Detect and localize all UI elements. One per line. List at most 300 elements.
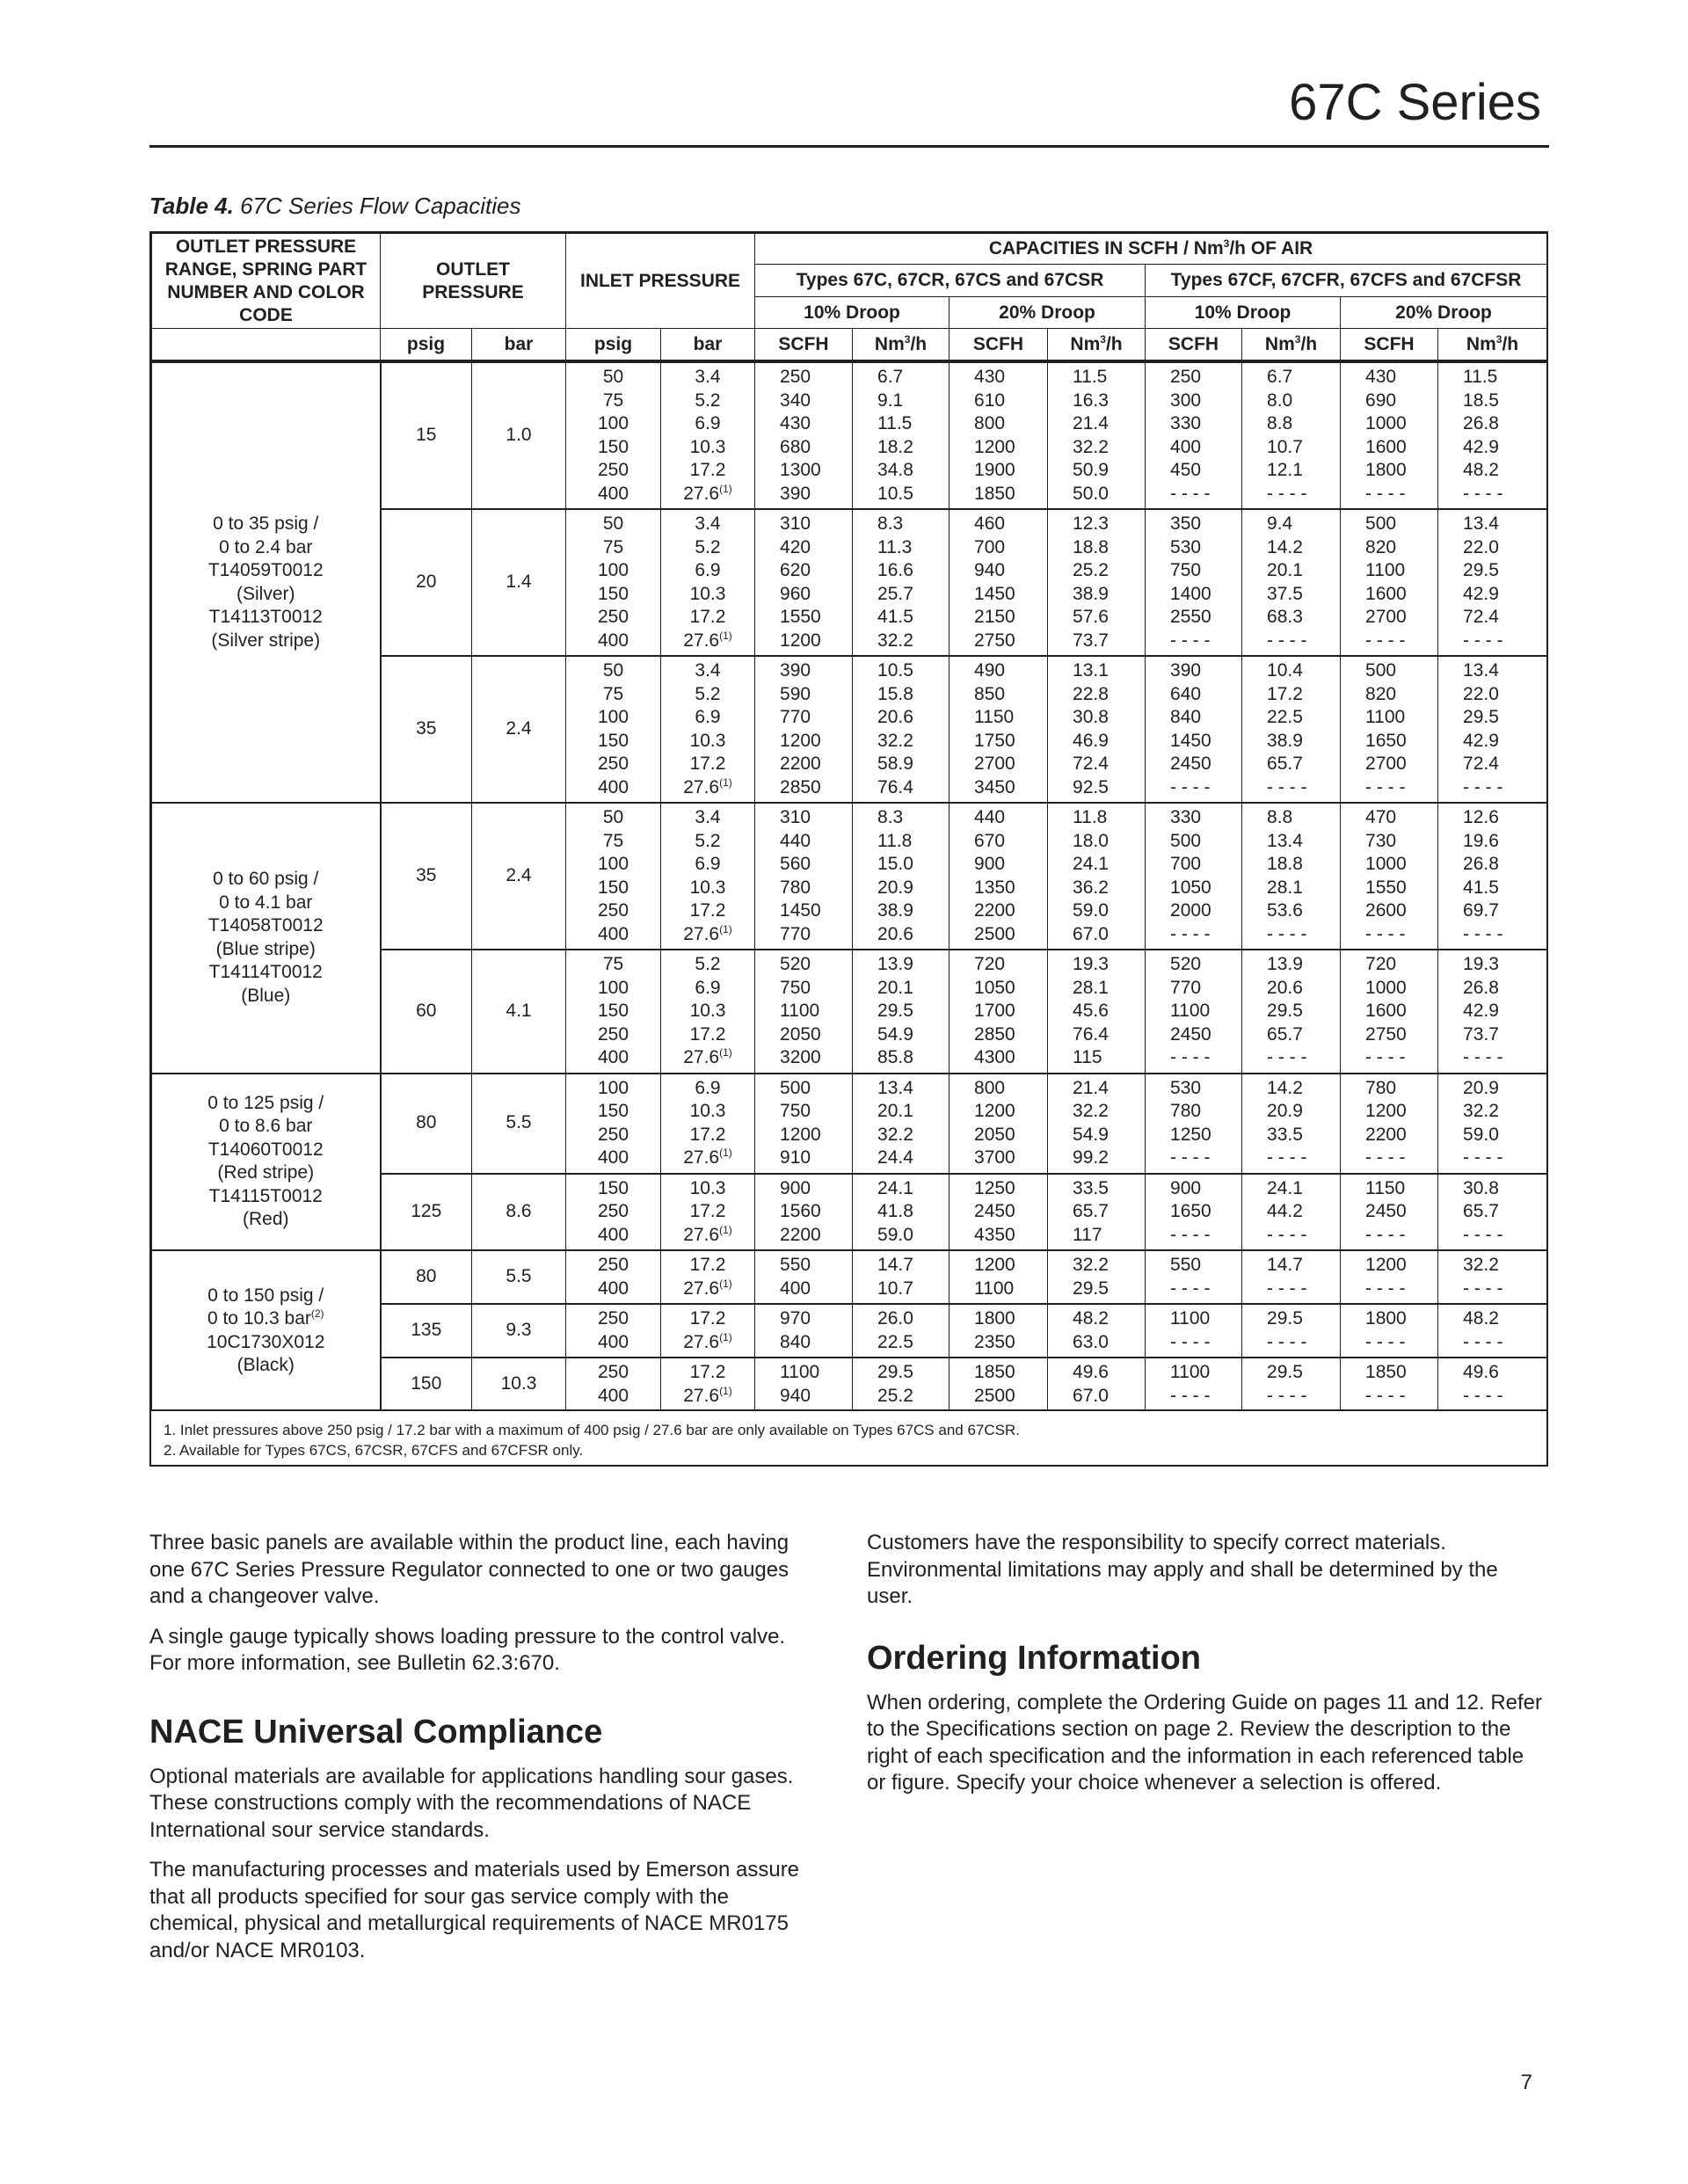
cell-value: 900	[1170, 1177, 1202, 1198]
cell-value: 49.6	[1073, 1362, 1109, 1382]
cell-value: T14060T0012	[207, 1139, 324, 1160]
cell-value: 65.7	[1267, 753, 1303, 774]
cell-value: 2450	[1170, 1023, 1211, 1045]
series-title: 67C Series	[1289, 74, 1541, 131]
cell-value: 1800	[974, 1308, 1015, 1329]
outlet-psig-cell: 15	[381, 361, 472, 509]
cell-value: 58.9	[877, 753, 913, 774]
pressure-range-spring-cell	[152, 803, 381, 1074]
cell-value: 32.2	[1073, 436, 1109, 457]
outlet-bar-cell: 1.0	[472, 361, 566, 509]
capacity-cell	[950, 1074, 1048, 1174]
cell-value: 400	[597, 483, 629, 504]
cell-value: 8.3	[877, 807, 904, 827]
capacity-cell	[950, 950, 1048, 1074]
cell-value: (Silver stripe)	[211, 630, 321, 651]
cell-value: 13.1	[1073, 660, 1109, 681]
outlet-psig-cell: 135	[381, 1304, 472, 1358]
cell-value: 800	[974, 1077, 1006, 1098]
outlet-bar-cell: 1.4	[472, 509, 566, 656]
cell-value: 11.5	[1463, 367, 1498, 387]
cell-value: 20.6	[877, 707, 913, 727]
cell-value: 22.0	[1463, 536, 1499, 557]
cell-value: 250	[597, 1308, 629, 1329]
cell-value: 13.4	[1463, 660, 1499, 681]
cell-value: 6.9	[695, 854, 721, 874]
cell-value: 1400	[1170, 583, 1211, 604]
cell-value: 5.2	[695, 389, 721, 411]
capacity-cell	[1242, 1074, 1341, 1174]
cell-value: 17.2	[689, 1255, 726, 1275]
cell-value: 50.0	[1073, 483, 1109, 504]
cell-value: 33.5	[1267, 1124, 1303, 1145]
cell-value: - - - -	[1463, 1331, 1503, 1352]
outlet-bar-cell: 5.5	[472, 1074, 566, 1174]
cell-value: 2450	[1170, 753, 1211, 774]
cell-value: 27.6$^{(1)}$	[683, 1330, 732, 1352]
cell-value: 0 to 8.6 bar	[219, 1116, 313, 1137]
capacity-cell	[1048, 1074, 1146, 1174]
cell-value: 50	[602, 660, 624, 681]
inlet-bar-cell	[661, 656, 755, 803]
cell-value: 150	[597, 1177, 629, 1198]
cell-value: 1800	[1365, 1308, 1407, 1329]
cell-value: 780	[1170, 1101, 1202, 1121]
cell-value: 10.3	[689, 730, 726, 751]
cell-value: 0 to 125 psig /	[207, 1092, 324, 1113]
cell-value: 970	[780, 1308, 811, 1329]
cell-value: 2200	[780, 753, 821, 774]
cell-value: 2850	[780, 776, 821, 797]
cell-value: 75	[602, 389, 624, 411]
cell-value: 720	[1365, 954, 1397, 974]
cell-value: 8.8	[1267, 807, 1293, 827]
cell-value: - - - -	[1267, 630, 1307, 651]
cell-value: - - - -	[1365, 630, 1406, 651]
types-a-header: Types 67C, 67CR, 67CS and 67CSR	[755, 265, 1146, 297]
cell-value: 3.4	[695, 660, 721, 681]
cell-value: 26.0	[877, 1308, 913, 1329]
cell-value: 21.4	[1073, 413, 1109, 433]
outlet-psig-cell: 80	[381, 1250, 472, 1304]
cell-value: 117	[1073, 1224, 1102, 1245]
cell-value: 20.9	[877, 877, 913, 898]
cell-value: 28.1	[1073, 977, 1109, 998]
flow-capacities-table-frame	[149, 231, 1548, 1467]
cell-value: 13.4	[1267, 830, 1303, 851]
pressure-range-spring-cell	[152, 361, 381, 803]
cell-value: 30.8	[1463, 1177, 1499, 1198]
cell-value: 54.9	[1073, 1124, 1109, 1145]
cell-value: 150	[597, 1001, 629, 1021]
ordering-heading: Ordering Information	[867, 1639, 1201, 1677]
capacity-cell	[755, 1174, 853, 1251]
cell-value: 6.9	[695, 977, 721, 998]
capacity-cell	[1048, 509, 1146, 656]
cell-value: 38.9	[1073, 583, 1109, 604]
cell-value: 65.7	[1073, 1201, 1109, 1221]
cell-value: 2500	[974, 1385, 1015, 1406]
cell-value: 2150	[974, 607, 1015, 627]
types-b-header: Types 67CF, 67CFR, 67CFS and 67CFSR	[1146, 265, 1547, 297]
capacity-cell	[950, 1304, 1048, 1358]
cell-value: - - - -	[1170, 1147, 1211, 1168]
cell-value: 13.9	[1267, 954, 1303, 974]
outlet-psig-cell: 60	[381, 950, 472, 1074]
cell-value: 18.8	[1073, 536, 1109, 557]
cell-value: 100	[597, 413, 629, 433]
cell-value: 20.9	[1463, 1077, 1499, 1098]
capacity-cell	[853, 1250, 950, 1304]
cell-value: 2050	[974, 1124, 1015, 1145]
capacity-cell	[853, 1304, 950, 1358]
cell-value: 530	[1170, 536, 1202, 557]
cell-value: 940	[974, 560, 1006, 580]
cell-value: 390	[780, 660, 811, 681]
cell-value: 29.5	[1073, 1278, 1109, 1299]
cell-value: 59.0	[1073, 900, 1109, 921]
cell-value: 19.6	[1463, 830, 1499, 851]
cell-value: 2000	[1170, 900, 1211, 921]
cell-value: 770	[1170, 977, 1202, 998]
cell-value: 18.2	[877, 436, 913, 457]
cell-value: 1050	[1170, 877, 1211, 898]
cell-value: 38.9	[877, 900, 913, 921]
cell-value: 0 to 60 psig /	[213, 869, 319, 890]
cell-value: (Red)	[242, 1209, 289, 1230]
cell-value: - - - -	[1463, 483, 1503, 504]
cell-value: 0 to 150 psig /	[207, 1285, 324, 1306]
capacity-cell	[950, 1358, 1048, 1411]
table-row	[152, 361, 1547, 509]
cell-value: 29.5	[1267, 1001, 1303, 1021]
cell-value: 38.9	[1267, 730, 1303, 751]
cell-value: 8.8	[1267, 413, 1293, 433]
capacity-cell	[1438, 1358, 1547, 1411]
cell-value: 780	[1365, 1077, 1397, 1098]
cell-value: 32.2	[1073, 1255, 1109, 1275]
inlet-bar-cell	[661, 803, 755, 950]
cell-value: 22.8	[1073, 683, 1109, 704]
cell-value: 1850	[974, 483, 1015, 504]
cell-value: 45.6	[1073, 1001, 1109, 1021]
cell-value: 17.2	[689, 460, 726, 480]
capacity-cell	[1048, 1250, 1146, 1304]
cell-value: 840	[780, 1331, 811, 1352]
cell-value: 400	[597, 630, 629, 651]
cell-value: 20.1	[877, 977, 913, 998]
cell-value: 12.1	[1267, 460, 1303, 480]
cell-value: 400	[597, 1331, 629, 1352]
header-rule	[149, 145, 1549, 148]
capacity-cell	[1438, 803, 1547, 950]
cell-value: - - - -	[1170, 630, 1211, 651]
cell-value: 115	[1073, 1047, 1102, 1067]
paragraph: A single gauge typically shows loading pressure to the control valve. For more information, see Bulletin 62.3:670.	[149, 1624, 786, 1675]
nm3h-unit: Nm$^3$/h	[1048, 329, 1146, 362]
inlet-psig-cell	[566, 803, 661, 950]
cell-value: 730	[1365, 830, 1397, 851]
inlet-bar-cell	[661, 1250, 755, 1304]
cell-value: 17.2	[689, 1124, 726, 1145]
cell-value: 49.6	[1463, 1362, 1499, 1382]
cell-value: 67.0	[1073, 1385, 1109, 1406]
capacity-cell	[1341, 950, 1438, 1074]
cell-value: 75	[602, 830, 624, 851]
cell-value: 1200	[780, 630, 821, 651]
cell-value: 250	[597, 460, 629, 480]
cell-value: 65.7	[1267, 1023, 1303, 1045]
cell-value: - - - -	[1365, 1385, 1406, 1406]
capacity-cell	[1146, 509, 1242, 656]
cell-value: 5.2	[695, 830, 721, 851]
cell-value: 150	[597, 1101, 629, 1121]
cell-value: 330	[1170, 807, 1202, 827]
capacity-cell	[950, 803, 1048, 950]
cell-value: 400	[597, 1385, 629, 1406]
cell-value: 750	[780, 977, 811, 998]
cell-value: 27.6$^{(1)}$	[683, 629, 732, 651]
cell-value: 750	[1170, 560, 1202, 580]
cell-value: 26.8	[1463, 854, 1499, 874]
cell-value: 24.4	[877, 1147, 913, 1168]
cell-value: 1600	[1365, 436, 1407, 457]
outlet-psig-cell: 35	[381, 803, 472, 950]
cell-value: 25.2	[877, 1385, 913, 1406]
cell-value: 1650	[1365, 730, 1407, 751]
cell-value: 1250	[1170, 1124, 1211, 1145]
paragraph: The manufacturing processes and materials used by Emerson assure that all products specified for sour gas service comply with the chemical, physical and metallurgical requirements of NACE MR0175 and/or NACE MR0103.	[149, 1858, 800, 1962]
cell-value: - - - -	[1170, 1278, 1211, 1299]
cell-value: - - - -	[1267, 1278, 1307, 1299]
cell-value: 6.7	[1267, 367, 1293, 387]
capacity-cell	[1242, 1304, 1341, 1358]
cell-value: 620	[780, 560, 811, 580]
cell-value: 400	[597, 1224, 629, 1245]
cell-value: 20.1	[1267, 560, 1303, 580]
cell-value: 560	[780, 854, 811, 874]
cell-value: 400	[597, 923, 629, 944]
cell-value: 42.9	[1463, 1001, 1499, 1021]
outlet-psig-cell: 80	[381, 1074, 472, 1174]
cell-value: 13.4	[877, 1077, 913, 1098]
cell-value: 11.5	[877, 413, 913, 433]
cell-value: 22.5	[877, 1331, 913, 1352]
cell-value: 2750	[974, 630, 1015, 651]
capacity-cell	[1146, 803, 1242, 950]
cell-value: 27.6$^{(1)}$	[683, 1384, 732, 1406]
cell-value: 42.9	[1463, 583, 1499, 604]
cell-value: 27.6$^{(1)}$	[683, 1147, 732, 1168]
capacity-cell	[755, 656, 853, 803]
cell-value: 470	[1365, 807, 1397, 827]
cell-value: 2450	[974, 1201, 1015, 1221]
inlet-psig-cell	[566, 1250, 661, 1304]
cell-value: 68.3	[1267, 607, 1303, 627]
cell-value: 3.4	[695, 807, 721, 827]
cell-value: 680	[780, 436, 811, 457]
cell-value: - - - -	[1267, 1047, 1307, 1067]
inlet-bar-cell	[661, 1074, 755, 1174]
cell-value: 1000	[1365, 977, 1407, 998]
cell-value: 67.0	[1073, 923, 1109, 944]
capacity-cell	[853, 1358, 950, 1411]
paragraph: Customers have the responsibility to specify correct materials. Environmental limitations may apply and shall be determined by the user.	[867, 1531, 1498, 1608]
cell-value: 53.6	[1267, 900, 1303, 921]
outlet-psig-cell: 20	[381, 509, 472, 656]
capacity-cell	[1242, 656, 1341, 803]
cell-value: 10C1730X012	[207, 1331, 325, 1352]
cell-value: 10.3	[689, 583, 726, 604]
cell-value: 1200	[974, 1101, 1015, 1121]
cell-value: 9.1	[877, 389, 904, 411]
capacity-cell	[755, 1250, 853, 1304]
outlet-psig-unit: psig	[381, 329, 472, 362]
cell-value: 27.6$^{(1)}$	[683, 922, 732, 944]
cell-value: 690	[1365, 389, 1397, 411]
capacity-cell	[755, 1304, 853, 1358]
cell-value: 1100	[1365, 560, 1406, 580]
cell-value: 590	[780, 683, 811, 704]
capacity-cell	[1242, 1250, 1341, 1304]
cell-value: 2700	[1365, 607, 1407, 627]
right-text-column	[867, 1530, 1544, 1810]
cell-value: 1450	[974, 583, 1015, 604]
cell-value: 420	[780, 536, 811, 557]
cell-value: 390	[1170, 660, 1202, 681]
capacity-cell	[1242, 509, 1341, 656]
cell-value: - - - -	[1463, 923, 1503, 944]
cell-value: 15.8	[877, 683, 913, 704]
cell-value: 63.0	[1073, 1331, 1109, 1352]
cell-value: 250	[597, 1023, 629, 1045]
cell-value: 72.4	[1463, 753, 1499, 774]
cell-value: 50	[602, 807, 624, 827]
outlet-bar-unit: bar	[472, 329, 566, 362]
cell-value: 17.2	[1267, 683, 1303, 704]
cell-value: - - - -	[1267, 1224, 1307, 1245]
cell-value: 0 to 4.1 bar	[219, 892, 313, 913]
cell-value: 72.4	[1073, 753, 1109, 774]
cell-value: 1200	[780, 730, 821, 751]
cell-value: 770	[780, 923, 811, 944]
cell-value: 0 to 2.4 bar	[219, 536, 313, 557]
inlet-bar-cell	[661, 950, 755, 1074]
capacity-cell	[1048, 1304, 1146, 1358]
cell-value: 4350	[974, 1224, 1015, 1245]
cell-value: 13.9	[877, 954, 913, 974]
cell-value: 1550	[1365, 877, 1407, 898]
inlet-bar-cell	[661, 1174, 755, 1251]
cell-value: 1450	[1170, 730, 1211, 751]
cell-value: 1150	[974, 707, 1015, 727]
cell-value: 54.9	[877, 1023, 913, 1045]
cell-value: 900	[780, 1177, 811, 1198]
cell-value: 1250	[974, 1177, 1015, 1198]
cell-value: 20.9	[1267, 1101, 1303, 1121]
cell-value: 17.2	[689, 753, 726, 774]
cell-value: 76.4	[877, 776, 913, 797]
cell-value: 3.4	[695, 513, 721, 534]
cell-value: 720	[974, 954, 1006, 974]
cell-value: 42.9	[1463, 436, 1499, 457]
cell-value: 17.2	[689, 607, 726, 627]
cell-value: 1800	[1365, 460, 1407, 480]
cell-value: 20.6	[1267, 977, 1303, 998]
cell-value: 75	[602, 954, 624, 974]
cell-value: 310	[780, 807, 811, 827]
cell-value: 4300	[974, 1047, 1015, 1067]
cell-value: 3200	[780, 1047, 821, 1067]
cell-value: 700	[974, 536, 1006, 557]
cell-value: 50.9	[1073, 460, 1109, 480]
cell-value: 34.8	[877, 460, 913, 480]
cell-value: 8.0	[1267, 389, 1293, 411]
cell-value: 150	[597, 730, 629, 751]
table-note: 1. Inlet pressures above 250 psig / 17.2 bar with a maximum of 400 psig / 27.6 bar are only available on Types 67CS and 67CSR.	[164, 1422, 1020, 1438]
cell-value: 350	[1170, 513, 1202, 534]
cell-value: 75	[602, 536, 624, 557]
inlet-psig-unit: psig	[566, 329, 661, 362]
cell-value: 450	[1170, 460, 1202, 480]
cell-value: 1600	[1365, 1001, 1407, 1021]
cell-value: 550	[1170, 1255, 1202, 1275]
nm3h-unit: Nm$^3$/h	[1438, 329, 1547, 362]
inlet-bar-cell	[661, 361, 755, 509]
cell-value: - - - -	[1170, 923, 1211, 944]
notes-divider	[151, 1409, 1546, 1411]
cell-value: 16.6	[877, 560, 913, 580]
cell-value: 65.7	[1463, 1201, 1499, 1221]
cell-value: (Red stripe)	[217, 1162, 315, 1183]
cell-value: 6.9	[695, 707, 721, 727]
cell-value: 800	[974, 413, 1006, 433]
flow-capacities-table	[151, 233, 1547, 1411]
droop-10-header-a: 10% Droop	[755, 297, 950, 329]
table-notes	[164, 1420, 1020, 1460]
cell-value: 19.3	[1463, 954, 1499, 974]
cell-value: 490	[974, 660, 1006, 681]
droop-20-header-a: 20% Droop	[950, 297, 1146, 329]
cell-value: 400	[597, 1147, 629, 1168]
cell-value: - - - -	[1267, 776, 1307, 797]
cell-value: 16.3	[1073, 389, 1109, 411]
cell-value: 29.5	[1267, 1308, 1303, 1329]
cell-value: 1100	[780, 1362, 820, 1382]
cell-value: 1850	[974, 1362, 1015, 1382]
cell-value: 11.5	[1073, 367, 1108, 387]
inlet-psig-cell	[566, 361, 661, 509]
capacity-cell	[1438, 509, 1547, 656]
cell-value: 100	[597, 977, 629, 998]
cell-value: 700	[1170, 854, 1202, 874]
cell-value: 820	[1365, 536, 1397, 557]
cell-value: - - - -	[1170, 1224, 1211, 1245]
capacity-cell	[1341, 1304, 1438, 1358]
inlet-pressure-header: INLET PRESSURE	[566, 234, 755, 329]
cell-value: 69.7	[1463, 900, 1499, 921]
cell-value: 750	[780, 1101, 811, 1121]
capacity-cell	[853, 656, 950, 803]
cell-value: 25.2	[1073, 560, 1109, 580]
cell-value: 92.5	[1073, 776, 1109, 797]
cell-value: - - - -	[1170, 1331, 1211, 1352]
nm3h-unit: Nm$^3$/h	[1242, 329, 1341, 362]
capacity-cell	[1341, 656, 1438, 803]
capacity-cell	[1242, 361, 1341, 509]
cell-value: 250	[597, 1124, 629, 1145]
cell-value: 37.5	[1267, 583, 1303, 604]
